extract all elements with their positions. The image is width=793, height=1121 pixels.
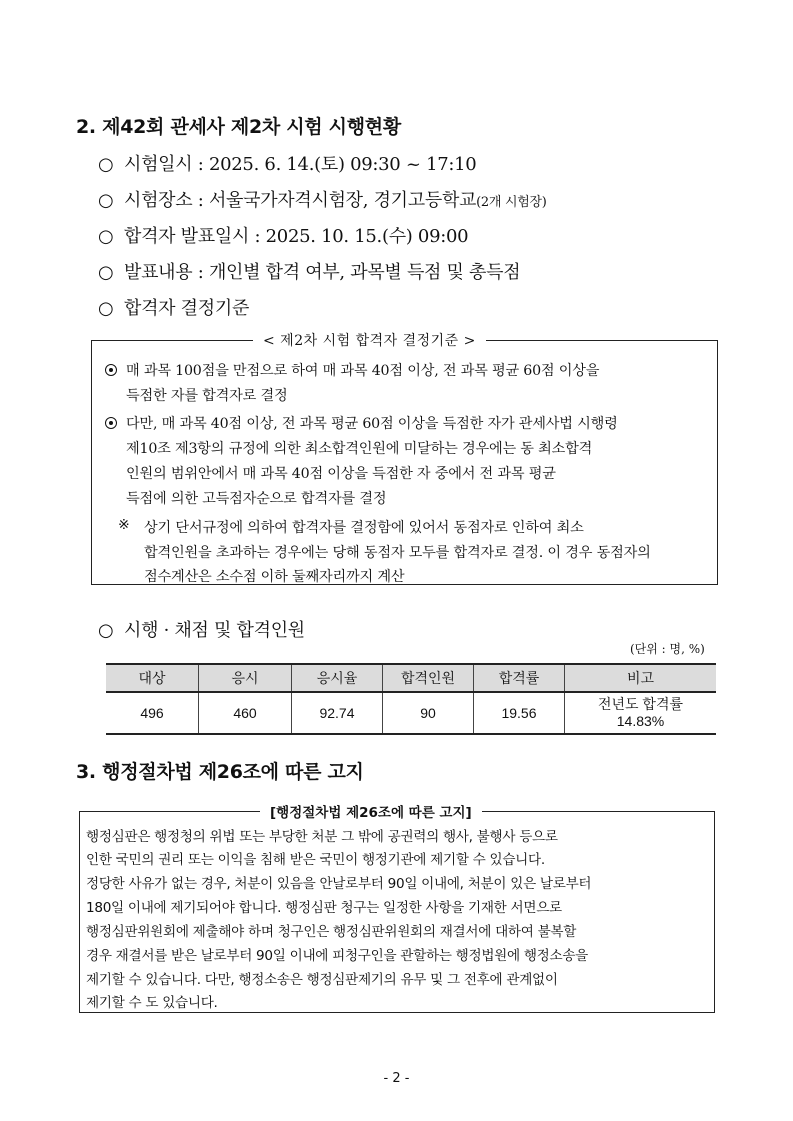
table-cell: 19.56 <box>474 692 565 734</box>
table-cell: 496 <box>106 692 199 734</box>
page-number: - 2 - <box>383 1071 410 1086</box>
notice-line: 180일 이내에 제기되어야 합니다. 행정심판 청구는 일정한 사항을 기재한 서면으로 <box>86 900 562 916</box>
exam-date-item: ○ 시험일시 : 2025. 6. 14.(토) 09:30 ~ 17:10 <box>98 154 477 175</box>
pass-criteria-item: ○ 합격자 결정기준 <box>98 298 250 319</box>
unit-label: (단위 : 명, %) <box>630 642 705 656</box>
table-header-cell: 비고 <box>565 664 717 692</box>
stats-item: ○ 시행 · 채점 및 합격인원 <box>98 620 305 641</box>
notice-line: 행정심판은 행정청의 위법 또는 부당한 처분 그 밖에 공권력의 행사, 불행사 등으로 <box>86 829 558 845</box>
venue-count-note: (2개 시험장) <box>476 195 547 210</box>
criteria-note-line: 상기 단서규정에 의하여 합격자를 결정함에 있어서 동점자로 인하여 최소 <box>144 520 584 536</box>
table-header-cell: 합격률 <box>474 664 565 692</box>
criteria-box-title: < 제2차 시험 합격자 결정기준 > <box>253 330 486 350</box>
radio-bullet-icon <box>105 364 117 376</box>
circle-bullet-icon: ○ <box>98 298 114 319</box>
notice-box-title: [행정절차법 제26조에 따른 고지] <box>260 801 482 821</box>
criteria-point-2-line: 득점에 의한 고득점자순으로 합격자를 결정 <box>126 491 387 507</box>
table-row <box>106 692 716 734</box>
circle-bullet-icon: ○ <box>98 154 114 175</box>
section-3-heading: 3. 행정절차법 제26조에 따른 고지 <box>76 761 364 783</box>
announce-content-item: ○ 발표내용 : 개인별 합격 여부, 과목별 득점 및 총득점 <box>98 262 521 283</box>
notice-line: 인한 국민의 권리 또는 이익을 침해 받은 국민이 행정기관에 제기할 수 있습니다. <box>86 852 545 868</box>
notice-line: 정당한 사유가 없는 경우, 처분이 있음을 안날로부터 90일 이내에, 처분이 있은 날로부터 <box>86 876 592 892</box>
table-header-cell: 응시율 <box>292 664 383 692</box>
remark-line: 전년도 합격률 <box>597 696 684 712</box>
reference-mark-icon: ※ <box>118 517 130 533</box>
stats-table <box>106 663 716 735</box>
table-header-cell: 대상 <box>106 664 199 692</box>
radio-bullet-icon <box>105 417 117 429</box>
table-header-cell: 응시 <box>199 664 292 692</box>
criteria-point-1-line: 득점한 자를 합격자로 결정 <box>126 388 288 404</box>
circle-bullet-icon: ○ <box>98 620 114 641</box>
table-cell: 90 <box>383 692 474 734</box>
table-cell: 92.74 <box>292 692 383 734</box>
announce-date-item: ○ 합격자 발표일시 : 2025. 10. 15.(수) 09:00 <box>98 226 469 247</box>
criteria-point-2-line: 인원의 범위안에서 매 과목 40점 이상을 득점한 자 중에서 전 과목 평균 <box>126 466 556 482</box>
notice-line: 제기할 수 도 있습니다. <box>86 995 218 1011</box>
criteria-point-2-line: 다만, 매 과목 40점 이상, 전 과목 평균 60점 이상을 득점한 자가 관세사법 시행령 <box>126 416 618 432</box>
circle-bullet-icon: ○ <box>98 190 114 211</box>
circle-bullet-icon: ○ <box>98 262 114 283</box>
remark-line: 14.83% <box>616 713 665 729</box>
table-header-cell: 합격인원 <box>383 664 474 692</box>
notice-line: 행정심판위원회에 제출해야 하며 청구인은 행정심판위원회의 재결서에 대하여 불복할 <box>86 924 577 940</box>
notice-line: 경우 재결서를 받은 날로부터 90일 이내에 피청구인을 관할하는 행정법원에 행정소송을 <box>86 948 588 964</box>
criteria-point-1-line: 매 과목 100점을 만점으로 하여 매 과목 40점 이상, 전 과목 평균 60점 이상을 <box>126 363 600 379</box>
exam-venue-item: ○ 시험장소 : 서울국가자격시험장, 경기고등학교(2개 시험장) <box>98 190 547 211</box>
criteria-note-line: 점수계산은 소수점 이하 둘째자리까지 계산 <box>144 569 405 585</box>
table-remark-cell <box>565 692 717 734</box>
criteria-note-line: 합격인원을 초과하는 경우에는 당해 동점자 모두를 합격자로 결정. 이 경우 동점자의 <box>144 545 651 561</box>
circle-bullet-icon: ○ <box>98 226 114 247</box>
table-cell: 460 <box>199 692 292 734</box>
section-2-heading: 2. 제42회 관세사 제2차 시험 시행현황 <box>76 116 401 138</box>
criteria-point-2-line: 제10조 제3항의 규정에 의한 최소합격인원에 미달하는 경우에는 동 최소합격 <box>126 441 593 457</box>
notice-line: 제기할 수 있습니다. 다만, 행정소송은 행정심판제기의 유무 및 그 전후에 관계없이 <box>86 972 558 988</box>
table-header-row <box>106 664 716 692</box>
